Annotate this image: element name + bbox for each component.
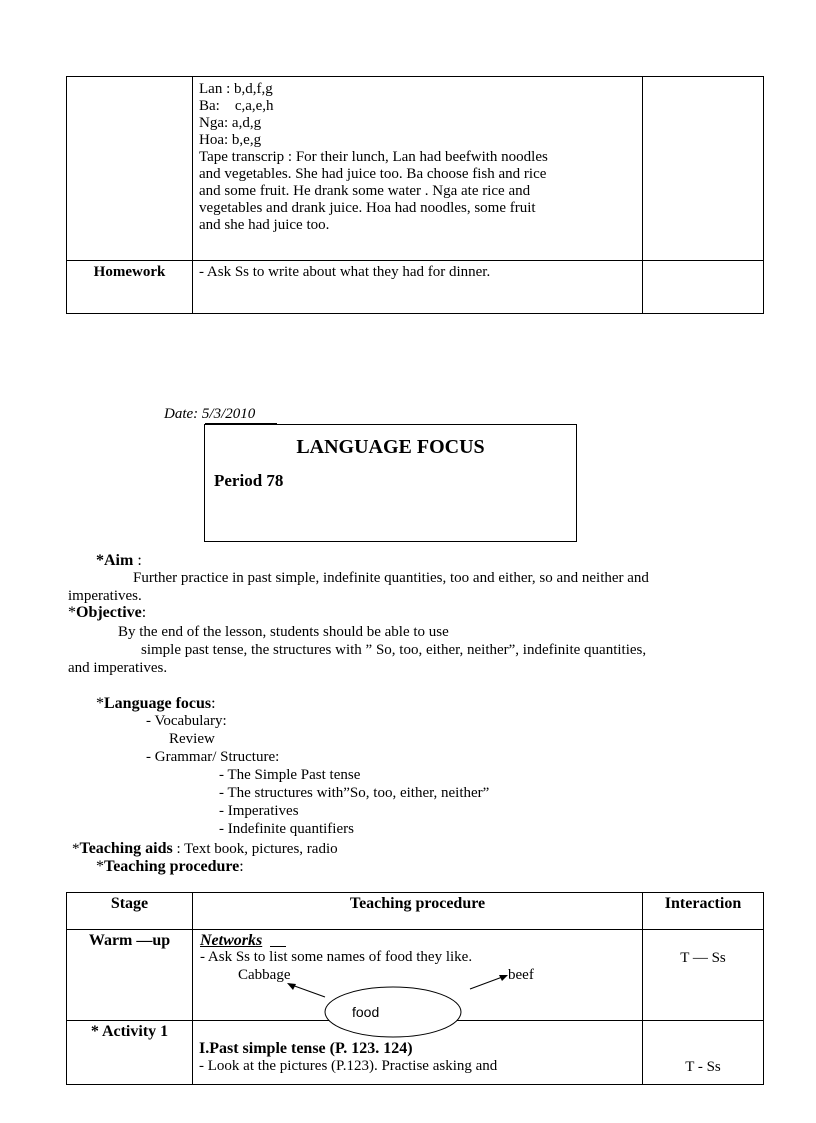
- arrowhead-cabbage: [287, 983, 296, 990]
- header-interaction: Interaction: [643, 893, 764, 930]
- activity-title: I.Past simple tense (P. 123. 124): [199, 1040, 413, 1057]
- warmup-stage: Warm —up: [67, 930, 193, 1021]
- vocabulary-item: - Vocabulary:: [146, 713, 227, 729]
- objective-heading: *Objective:: [68, 604, 147, 621]
- arrow-to-beef: [470, 976, 505, 989]
- objective-line-3: and imperatives.: [68, 660, 168, 676]
- activity-text: - Look at the pictures (P.123). Practise asking and: [199, 1058, 498, 1074]
- answer-nga: Nga: a,d,g: [199, 115, 262, 131]
- warmup-instruction: - Ask Ss to list some names of food they like.: [200, 949, 473, 965]
- transcript-line: and vegetables. She had juice too. Ba choose fish and rice: [199, 166, 547, 182]
- answer-ba: Ba: c,a,e,h: [199, 98, 274, 114]
- teaching-aids: *Teaching aids : Text book, pictures, radio: [72, 840, 338, 857]
- homework-label: Homework: [67, 261, 193, 314]
- aim-line-1: Further practice in past simple, indefinite quantities, too and either, so and neither and: [133, 570, 649, 586]
- network-node-beef: beef: [508, 967, 534, 983]
- objective-line-1: By the end of the lesson, students should be able to use: [118, 624, 449, 640]
- answer-hoa: Hoa: b,e,g: [199, 132, 262, 148]
- network-center-food: food: [352, 1004, 380, 1020]
- grammar-sub-item: - Imperatives: [219, 803, 299, 819]
- header-stage: Stage: [67, 893, 193, 930]
- grammar-item: - Grammar/ Structure:: [146, 749, 280, 765]
- review-item: Review: [169, 731, 215, 747]
- grammar-sub-item: - Indefinite quantifiers: [219, 821, 354, 837]
- answer-lan: Lan : b,d,f,g: [199, 81, 273, 97]
- activity-stage: * Activity 1: [67, 1021, 193, 1085]
- grammar-sub-item: - The Simple Past tense: [219, 767, 361, 783]
- aim-line-2: imperatives.: [68, 588, 142, 604]
- grammar-sub-item: - The structures with”So, too, either, neither”: [219, 785, 490, 801]
- lesson-date: Date: 5/3/2010: [164, 406, 256, 422]
- transcript-line: and some fruit. He drank some water . Nga ate rice and: [199, 183, 531, 199]
- transcript-line: vegetables and drank juice. Hoa had noodles, some fruit: [199, 200, 536, 216]
- header-procedure: Teaching procedure: [193, 893, 643, 930]
- transcript-line: Tape transcrip : For their lunch, Lan had beefwith noodles: [199, 149, 548, 165]
- networks-label: Networks: [200, 932, 263, 949]
- food-ellipse: [325, 987, 461, 1037]
- teaching-procedure-heading: *Teaching procedure:: [96, 858, 244, 875]
- activity-interaction: T - Ss: [643, 1021, 764, 1085]
- language-focus-heading: *Language focus:: [96, 695, 216, 712]
- transcript-line: and she had juice too.: [199, 217, 330, 233]
- network-node-cabbage: Cabbage: [238, 967, 291, 983]
- objective-line-2: simple past tense, the structures with ” So, too, either, neither”, indefinite quantities,: [141, 642, 647, 658]
- warmup-interaction: T — Ss: [643, 930, 764, 1021]
- aim-heading: *Aim :: [96, 552, 142, 569]
- homework-text: - Ask Ss to write about what they had for dinner.: [193, 261, 643, 314]
- lesson-title: LANGUAGE FOCUS: [296, 436, 485, 458]
- period-label: Period 78: [214, 471, 284, 490]
